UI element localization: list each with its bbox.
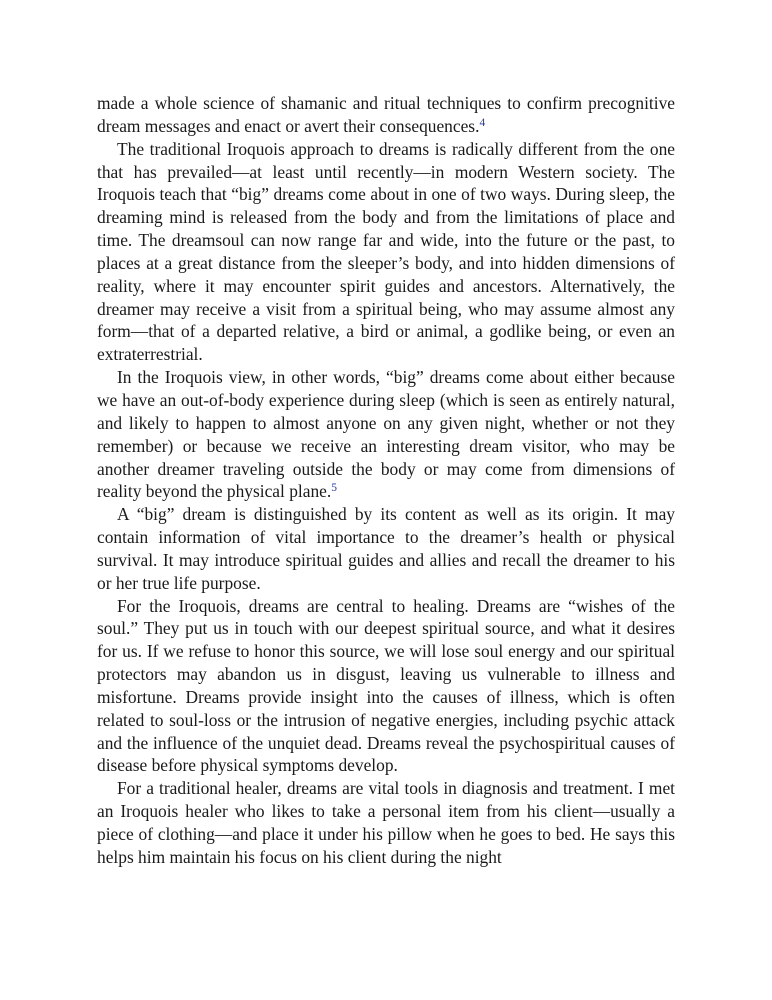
footnote-ref-4[interactable]: 4 <box>479 116 486 129</box>
paragraph-1 <box>97 92 675 138</box>
paragraph-2-text: The traditional Iroquois approach to dreams is radically different from the one that has prevailed—at least until recently—in modern Western society. The Iroquois teach that “big” dreams come about in one of two ways. During sleep, the dreaming mind is released from the body and from the limitations of place and time. The dreamsoul can now range far and wide, into the future or the past, to places at a great distance from the sleeper’s body, and into hidden dimensions of reality, where it may encounter spirit guides and ancestors. Alternatively, the dreamer may receive a visit from a spiritual being, who may assume almost any form—that of a departed relative, a bird or animal, a godlike being, or even an extraterrestrial. <box>97 138 675 365</box>
paragraph-4-text: A “big” dream is distinguished by its content as well as its origin. It may contain information of vital importance to the dreamer’s health or physical survival. It may introduce spiritual guides and allies and recall the dreamer to his or her true life purpose. <box>97 504 675 593</box>
paragraph-2 <box>97 138 675 366</box>
book-page <box>97 92 675 869</box>
footnote-ref-5[interactable]: 5 <box>331 482 337 495</box>
paragraph-5-text: For the Iroquois, dreams are central to healing. Dreams are “wishes of the soul.” They put us in touch with our deepest spiritual source, and what it desires for us. If we refuse to honor this source, we will lose soul energy and our spiritual protectors may abandon us in disgust, leaving us vulnerable to illness and misfortune. Dreams provide insight into the causes of illness, which is often related to soul-loss or the intrusion of negative energies, including psychic attack and the influence of the unquiet dead. Dreams reveal the psychospiritual causes of disease before physical symptoms develop. <box>97 595 675 776</box>
paragraph-1-text: made a whole science of shamanic and ritual techniques to confirm precognitive dream messages and enact or avert their consequences. <box>97 93 675 136</box>
paragraph-6-text: For a traditional healer, dreams are vital tools in diagnosis and treatment. I met an Iroquois healer who likes to take a personal item from his client—usually a piece of clothing—and place it under his pillow when he goes to bed. He says this helps him maintain his focus on his client during the night <box>97 778 675 867</box>
paragraph-3-text: In the Iroquois view, in other words, “big” dreams come about either because we have an out-of-body experience during sleep (which is seen as entirely natural, and likely to happen to almost anyone on any given night, whether or not they remember) or because we receive an interesting dream visitor, who may be another dreamer traveling outside the body or may come from dimensions of reality beyond the physical plane. <box>97 367 675 502</box>
paragraph-6 <box>97 777 675 868</box>
paragraph-3 <box>97 366 675 503</box>
paragraph-5 <box>97 595 675 778</box>
paragraph-4 <box>97 503 675 594</box>
